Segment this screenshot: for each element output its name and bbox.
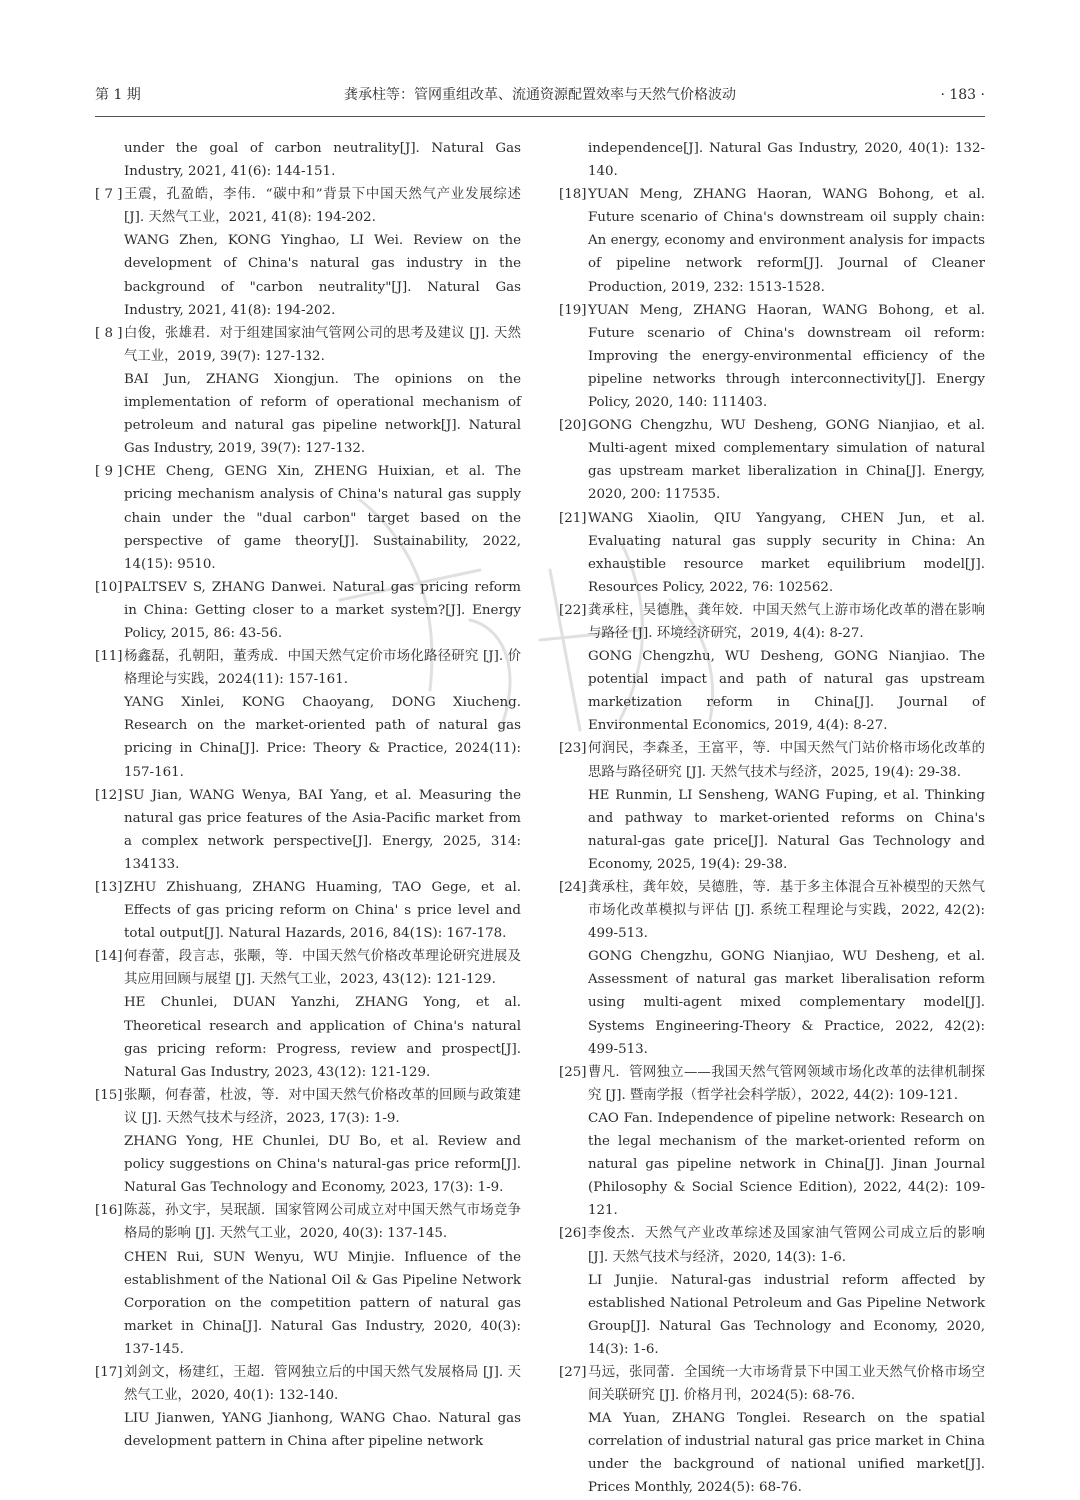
reference-column-right [559,137,985,1500]
reference-entry: SU Jian, WANG Wenya, BAI Yang, et al. Measuring the natural gas price features of the Asia-Pacific market from a complex network perspective[J]. Energy, 2025, 314: 134133. [124,787,521,872]
reference-entry: GONG Chengzhu, GONG Nianjiao, WU Desheng, et al. Assessment of natural gas market liberalisation reform using multi-agent mixed complementary model[J]. Systems Engineering-Theory & Practice, 2022, 42(2): 499-513. [588,949,985,1057]
reference-entry: ZHANG Yong, HE Chunlei, DU Bo, et al. Review and policy suggestions on China's natural-gas price reform[J]. Natural Gas Technology and Economy, 2023, 17(3): 1-9. [124,1134,521,1196]
header-rule [95,116,985,117]
reference-item [95,1199,521,1361]
reference-entry: PALTSEV S, ZHANG Danwei. Natural gas pricing reform in China: Getting closer to a market system?[J]. Energy Policy, 2015, 86: 43-56. [124,579,521,641]
reference-number: [18] [559,187,587,203]
reference-number: [ 8 ] [95,325,123,341]
reference-entry: LI Junjie. Natural-gas industrial reform affected by established National Petroleum and Gas Pipeline Network Group[J]. Natural Gas Technology and Economy, 2020, 14(3): 1-6. [588,1272,985,1357]
reference-number: [13] [95,880,123,895]
reference-entry: 马远，张同蕾．全国统一大市场背景下中国工业天然气价格市场空间关联研究 [J]. 价格月刊，2024(5): 68-76. [588,1364,985,1404]
reference-entry: BAI Jun, ZHANG Xiongjun. The opinions on the implementation of reform of operational mechanism of petroleum and natural gas pipeline network[J]. Natural Gas Industry, 2019, 39(7): 127-132. [124,371,521,457]
reference-number: [14] [95,949,123,965]
reference-item [559,599,985,738]
reference-entry: MA Yuan, ZHANG Tonglei. Research on the spatial correlation of industrial natural gas price market in China under the background of national unified market[J]. Prices Monthly, 2024(5): 68-76. [588,1411,985,1496]
reference-item [559,507,985,599]
reference-number: [16] [95,1203,123,1219]
reference-item [95,183,521,322]
running-title: 龚承柱等：管网重组改革、流通资源配置效率与天然气价格波动 [344,87,736,103]
reference-number: [12] [95,787,123,803]
reference-entry: 陈蕊，孙文宇，吴珉颉．国家管网公司成立对中国天然气市场竞争格局的影响 [J]. 天然气工业，2020, 40(3): 137-145. [124,1203,521,1242]
reference-number: [22] [559,602,587,618]
reference-item [95,945,521,1084]
reference-entry: 杨鑫磊，孔朝阳，董秀成．中国天然气定价市场化路径研究 [J]. 价格理论与实践，2024(11): 157-161. [124,649,521,688]
reference-entry: 张颙，何春蕾，杜波，等．对中国天然气价格改革的回顾与政策建议 [J]. 天然气技术与经济，2023, 17(3): 1-9. [124,1087,521,1126]
reference-entry: CHEN Rui, SUN Wenyu, WU Minjie. Influence of the establishment of the National Oil & Gas Pipeline Network Corporation on the competition pattern of natural gas market in China[J]. Natural Gas Industry, 2020, 40(3): 137-145. [124,1249,521,1357]
reference-number: [15] [95,1087,123,1103]
reference-entry: 龚承柱，龚年姣，吴德胜，等．基于多主体混合互补模型的天然气市场化改革模拟与评估 [J]. 系统工程理论与实践，2022, 42(2): 499-513. [588,880,985,942]
reference-number: [26] [559,1226,587,1242]
reference-item [95,876,521,945]
reference-entry: YANG Xinlei, KONG Chaoyang, DONG Xiucheng. Research on the market-oriented path of natural gas pricing in China[J]. Price: Theory & Practice, 2024(11): 157-161. [124,695,521,780]
reference-entry: 曹凡．管网独立——我国天然气管网领域市场化改革的法律机制探究 [J]. 暨南学报（哲学社会科学版），2022, 44(2): 109-121. [588,1064,985,1103]
reference-entry: LIU Jianwen, YANG Jianhong, WANG Chao. Natural gas development pattern in China after pipeline network [124,1411,521,1450]
reference-number: [ 7 ] [95,187,123,203]
reference-entry: GONG Chengzhu, WU Desheng, GONG Nianjiao. The potential impact and path of natural gas upstream marketization reform in China[J]. Journal of Environmental Economics, 2019, 4(4): 8-27. [588,649,985,734]
reference-item [95,645,521,784]
reference-continuation: under the goal of carbon neutrality[J]. Natural Gas Industry, 2021, 41(6): 144-151. [124,141,521,180]
reference-item [559,299,985,414]
reference-number: [ 9 ] [95,464,123,480]
reference-item [95,460,521,575]
reference-number: [11] [95,649,123,665]
reference-item [559,876,985,1061]
reference-entry: 龚承柱，吴德胜，龚年姣．中国天然气上游市场化改革的潜在影响与路径 [J]. 环境经济研究，2019, 4(4): 8-27. [588,602,985,641]
reference-entry: 刘剑文，杨建红，王超．管网独立后的中国天然气发展格局 [J]. 天然气工业，2020, 40(1): 132-140. [124,1364,521,1404]
issue-number: 第 1 期 [95,87,141,103]
reference-entry: HE Chunlei, DUAN Yanzhi, ZHANG Yong, et al. Theoretical research and application of China's natural gas pricing reform: Progress, review and prospect[J]. Natural Gas Industry, 2023, 43(12): 121-129. [124,995,521,1080]
reference-continuation: independence[J]. Natural Gas Industry, 2020, 40(1): 132-140. [588,141,985,180]
reference-item [95,322,521,461]
reference-number: [21] [559,510,587,526]
reference-number: [23] [559,741,587,757]
reference-item [95,1361,521,1453]
reference-entry: HE Runmin, LI Sensheng, WANG Fuping, et al. Thinking and pathway to market-oriented reforms on China's natural-gas gate price[J]. Natural Gas Technology and Economy, 2025, 19(4): 29-38. [588,787,985,872]
reference-item [559,737,985,876]
reference-number: [10] [95,579,123,595]
reference-entry: 王震，孔盈皓，李伟．“碳中和”背景下中国天然气产业发展综述 [J]. 天然气工业，2021, 41(8): 194-202. [124,187,521,226]
reference-number: [19] [559,302,587,318]
reference-entry: GONG Chengzhu, WU Desheng, GONG Nianjiao, et al. Multi-agent mixed complementary simulation of natural gas upstream market liberalization in China[J]. Energy, 2020, 200: 117535. [588,418,985,503]
reference-item [559,1222,985,1361]
reference-item [95,1084,521,1199]
reference-entry: WANG Xiaolin, QIU Yangyang, CHEN Jun, et al. Evaluating natural gas supply security in China: An exhaustible resource market equilibrium model[J]. Resources Policy, 2022, 76: 102562. [588,510,985,595]
reference-entry: ZHU Zhishuang, ZHANG Huaming, TAO Gege, et al. Effects of gas pricing reform on China' s price level and total output[J]. Natural Hazards, 2016, 84(1S): 167-178. [124,880,521,942]
reference-item [559,1361,985,1500]
reference-item [559,1061,985,1223]
reference-entry: CAO Fan. Independence of pipeline network: Research on the legal mechanism of the market-oriented reform on natural gas pipeline network in China[J]. Jinan Journal (Philosophy & Social Science Edition), 2022, 44(2): 109-121. [588,1110,985,1219]
reference-entry: 何润民，李森圣，王富平，等．中国天然气门站价格市场化改革的思路与路径研究 [J]. 天然气技术与经济，2025, 19(4): 29-38. [588,741,985,780]
reference-item [559,414,985,506]
page-number: · 183 · [940,87,985,103]
reference-entry: 白俊，张雄君．对于组建国家油气管网公司的思考及建议 [J]. 天然气工业，2019, 39(7): 127-132. [124,325,521,364]
reference-number: [20] [559,418,587,434]
reference-number: [24] [559,880,587,895]
reference-number: [17] [95,1364,123,1380]
reference-column-left [95,137,521,1453]
reference-item [95,576,521,645]
reference-entry: YUAN Meng, ZHANG Haoran, WANG Bohong, et al. Future scenario of China's downstream oil reform: Improving the energy-environmental efficiency of the pipeline networks through interconnectivity[J]. Energy Policy, 2020, 140: 111403. [588,302,985,411]
page-header [95,84,985,110]
reference-number: [27] [559,1364,587,1380]
reference-entry: 李俊杰．天然气产业改革综述及国家油气管网公司成立后的影响 [J]. 天然气技术与经济，2020, 14(3): 1-6. [588,1226,985,1265]
reference-entry: YUAN Meng, ZHANG Haoran, WANG Bohong, et al. Future scenario of China's downstream oil supply chain: An energy, economy and environment analysis for impacts of pipeline network reform[J]. Journal of Cleaner Production, 2019, 232: 1513-1528. [588,187,985,295]
reference-item [559,183,985,298]
reference-item [95,784,521,876]
reference-entry: WANG Zhen, KONG Yinghao, LI Wei. Review on the development of China's natural gas industry in the background of "carbon neutrality"[J]. Natural Gas Industry, 2021, 41(8): 194-202. [124,233,521,318]
reference-number: [25] [559,1064,587,1080]
reference-entry: CHE Cheng, GENG Xin, ZHENG Huixian, et al. The pricing mechanism analysis of China's natural gas supply chain under the "dual carbon" target based on the perspective of game theory[J]. Sustainability, 2022, 14(15): 9510. [124,464,521,572]
reference-entry: 何春蕾，段言志，张颙，等．中国天然气价格改革理论研究进展及其应用回顾与展望 [J]. 天然气工业，2023, 43(12): 121-129. [124,949,521,988]
